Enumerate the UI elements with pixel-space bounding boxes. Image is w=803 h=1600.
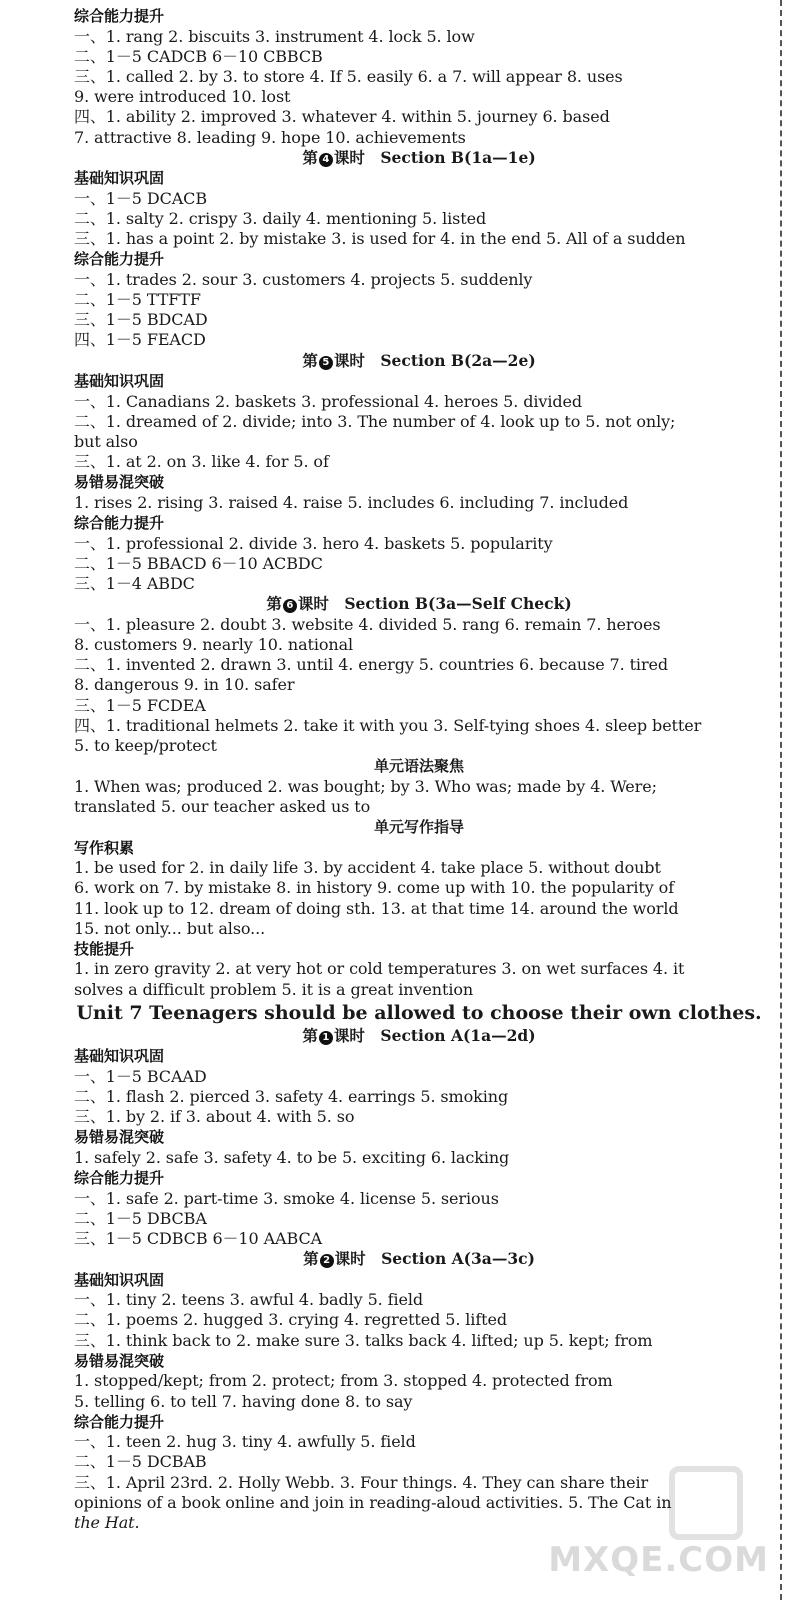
answer-line: 三、1. think back to 2. make sure 3. talks back 4. lifted; up 5. kept; from [74,1330,653,1350]
answer-line: 1. stopped/kept; from 2. protect; from 3. stopped 4. protected from [74,1371,613,1391]
answer-line: 一、1. tiny 2. teens 3. awful 4. badly 5. field [74,1290,424,1310]
answer-line: 二、1. salty 2. crispy 3. daily 4. mentioning 5. listed [74,208,487,228]
lesson-heading [74,351,764,372]
section-heading: 综合能力提升 [74,7,165,25]
watermark: MXQE.COM [548,1540,769,1580]
lesson-heading [74,148,764,169]
answer-line: 一、1. teen 2. hug 3. tiny 4. awfully 5. field [74,1432,416,1452]
lesson-number-badge: 1 [319,1031,333,1045]
lesson-suffix: 课时 [297,595,329,614]
answer-line: 11. look up to 12. dream of doing sth. 13. at that time 14. around the world [74,898,679,918]
answer-line: 三、1. called 2. by 3. to store 4. If 5. easily 6. a 7. will appear 8. uses [74,66,623,86]
section-heading: 写作积累 [74,838,135,857]
answer-line: 1. When was; produced 2. was bought; by 3. Who was; made by 4. Were; [74,776,657,796]
lesson-suffix: 课时 [333,351,365,370]
answer-line: 四、1. traditional helmets 2. take it with you 3. Self-tying shoes 4. sleep better [74,715,702,735]
answer-line: 一、1. rang 2. biscuits 3. instrument 4. lock 5. low [74,26,475,46]
lesson-section: Section B(3a—Self Check) [344,594,572,614]
answer-line: 三、1－5 CDBCB 6－10 AABCA [74,1229,323,1249]
lesson-heading [74,1249,764,1270]
answer-line: 三、1－5 FCDEA [74,695,206,715]
answer-line: translated 5. our teacher asked us to [74,796,371,816]
answer-line: 三、1－4 ABDC [74,574,195,594]
answer-line: solves a difficult problem 5. it is a great invention [74,979,474,999]
answer-line: 5. telling 6. to tell 7. having done 8. to say [74,1391,413,1411]
answer-line: 一、1. Canadians 2. baskets 3. professional 4. heroes 5. divided [74,391,582,411]
lesson-number-badge: 4 [319,153,333,167]
lesson-section: Section A(3a—3c) [381,1249,535,1269]
section-heading: 综合能力提升 [74,514,165,533]
answer-line: 7. attractive 8. leading 9. hope 10. achievements [74,127,466,147]
section-heading: 综合能力提升 [74,250,165,269]
lesson-prefix: 第 [266,595,282,614]
answer-line: 二、1. flash 2. pierced 3. safety 4. earrings 5. smoking [74,1087,509,1107]
lesson-prefix: 第 [303,1250,319,1269]
answer-line: 二、1－5 CADCB 6－10 CBBCB [74,46,323,66]
lesson-prefix: 第 [302,148,318,167]
answer-line: 1. be used for 2. in daily life 3. by accident 4. take place 5. without doubt [74,858,661,878]
section-heading: 易错易混突破 [74,1128,165,1147]
section-heading: 基础知识巩固 [74,1270,165,1289]
lesson-heading [74,1026,764,1047]
answer-line: 15. not only... but also... [74,918,266,938]
lesson-suffix: 课时 [334,1250,366,1269]
answer-line: 1. rises 2. rising 3. raised 4. raise 5. includes 6. including 7. included [74,492,629,512]
lesson-suffix: 课时 [333,148,365,167]
answer-line: 四、1－5 FEACD [74,330,206,350]
answer-line: 5. to keep/protect [74,735,217,755]
section-heading: 综合能力提升 [74,1169,165,1188]
section-heading: 综合能力提升 [74,1412,165,1431]
answer-line: 一、1. professional 2. divide 3. hero 4. baskets 5. popularity [74,533,553,553]
center-heading: 单元语法聚焦 [373,757,464,776]
lesson-prefix: 第 [302,351,318,370]
cut-line [780,0,782,1600]
section-heading: 易错易混突破 [74,1351,165,1370]
answer-line: 四、1. ability 2. improved 3. whatever 4. within 5. journey 6. based [74,107,610,127]
section-heading: 基础知识巩固 [74,1047,165,1066]
section-heading: 基础知识巩固 [74,372,165,391]
answer-line: 三、1. by 2. if 3. about 4. with 5. so [74,1107,355,1127]
answer-line: but also [74,432,138,452]
unit-title: Unit 7 Teenagers should be allowed to choose their own clothes. [76,1001,762,1024]
answer-line: 三、1－5 BDCAD [74,310,208,330]
answer-line: 一、1. pleasure 2. doubt 3. website 4. divided 5. rang 6. remain 7. heroes [74,614,661,634]
answer-line: 二、1－5 DBCBA [74,1208,207,1228]
lesson-number-badge: 6 [283,599,297,613]
lesson-heading [74,594,764,615]
answer-line: 一、1. trades 2. sour 3. customers 4. projects 5. suddenly [74,269,533,289]
answer-line: 一、1－5 DCACB [74,188,207,208]
answer-line: 6. work on 7. by mistake 8. in history 9. come up with 10. the popularity of [74,878,675,898]
answer-line: 二、1. dreamed of 2. divide; into 3. The number of 4. look up to 5. not only; [74,411,676,431]
answer-line: 一、1. safe 2. part-time 3. smoke 4. license 5. serious [74,1188,499,1208]
lesson-number-badge: 5 [319,356,333,370]
section-heading: 基础知识巩固 [74,169,165,188]
lesson-section: Section B(1a—1e) [380,147,536,167]
answer-key-page [74,6,764,1594]
answer-line: 一、1－5 BCAAD [74,1066,207,1086]
lesson-number-badge: 2 [320,1254,334,1268]
answer-line: 三、1. April 23rd. 2. Holly Webb. 3. Four things. 4. They can share their [74,1472,649,1492]
answer-line: 9. were introduced 10. lost [74,87,291,107]
answer-line: 三、1. has a point 2. by mistake 3. is used for 4. in the end 5. All of a sudden [74,229,686,249]
answer-line: 三、1. at 2. on 3. like 4. for 5. of [74,452,329,472]
answer-line: 二、1－5 TTFTF [74,290,201,310]
answer-line: 8. customers 9. nearly 10. national [74,634,354,654]
lesson-prefix: 第 [302,1026,318,1045]
answer-line: 1. in zero gravity 2. at very hot or cold temperatures 3. on wet surfaces 4. it [74,959,685,979]
answer-line: opinions of a book online and join in reading-aloud activities. 5. The Cat in [74,1492,672,1512]
lesson-suffix: 课时 [333,1026,365,1045]
answer-line: 二、1－5 DCBAB [74,1452,207,1472]
answer-line: 8. dangerous 9. in 10. safer [74,675,295,695]
answer-line: 二、1. poems 2. hugged 3. crying 4. regretted 5. lifted [74,1310,507,1330]
answer-line: 1. safely 2. safe 3. safety 4. to be 5. exciting 6. lacking [74,1147,510,1167]
section-heading: 技能提升 [74,939,135,958]
answer-line: 二、1. invented 2. drawn 3. until 4. energy 5. countries 6. because 7. tired [74,655,669,675]
answer-line: the Hat. [74,1513,140,1533]
answer-line: 二、1－5 BBACD 6－10 ACBDC [74,553,323,573]
lesson-section: Section B(2a—2e) [380,350,536,370]
section-heading: 易错易混突破 [74,473,165,492]
center-heading: 单元写作指导 [373,818,464,837]
lesson-section: Section A(1a—2d) [380,1025,536,1045]
